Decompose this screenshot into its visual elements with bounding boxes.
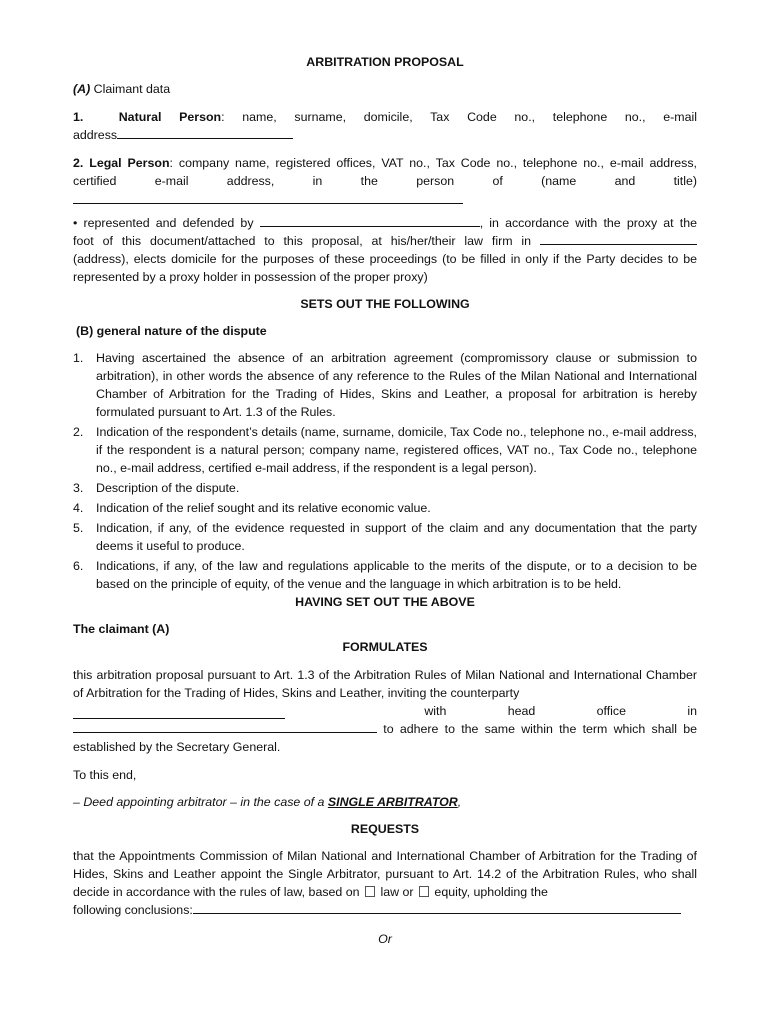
bullet: • [73, 216, 78, 230]
natural-person-address-label: address [73, 128, 118, 142]
claimant-label: The claimant (A) [73, 622, 170, 636]
legal-person-label: Legal Person [89, 156, 170, 170]
requests-block [73, 847, 697, 919]
formulates-heading: FORMULATES [342, 640, 428, 654]
deed-line [73, 793, 697, 811]
natural-person-block [73, 108, 697, 144]
having-set-out-heading: HAVING SET OUT THE ABOVE [295, 595, 475, 609]
requests-part1: that the Appointments Commission of Milan National and International Chamber of Arbitration for the Trading of Hides, Skins and Leather appoint the Single Arbitrator, pursuant to Art. 14.2 of the Arbitration Rules, who shall decide in accordance with the rules of law, based on [73, 849, 697, 899]
formulates-line1: this arbitration proposal pursuant to Art. 1.3 of the Arbitration Rules of Milan National and International Chamber of Arbitration for the Trading of Hides, Skins and Leather, inviting the counterparty [73, 668, 697, 700]
list-item-text: Description of the dispute. [96, 481, 240, 495]
list-item-num: 6. [73, 559, 84, 573]
list-item-num: 2. [73, 425, 84, 439]
with-word: with [424, 704, 447, 718]
list-item-num: 3. [73, 481, 84, 495]
address-blank[interactable] [117, 126, 293, 139]
list-item [73, 557, 697, 593]
represented-part4: (address), elects domicile for the purposes of these proceedings (to be filled in only if the Party decides to be represented by a proxy holder in possession of the proper proxy) [73, 252, 697, 284]
natural-person-line2 [73, 126, 697, 144]
legal-person-text: : company name, registered offices, VAT no., Tax Code no., telephone no., e-mail address, [169, 156, 697, 170]
list-item-text: Indication of the relief sought and its relative economic value. [96, 501, 431, 515]
section-a-heading [73, 80, 697, 98]
list-item [73, 519, 697, 555]
to-this-end: To this end, [73, 768, 137, 782]
lawyer-blank[interactable] [260, 214, 480, 227]
requests-line4 [73, 901, 697, 919]
natural-person-text: : name, surname, domicile, Tax Code no., telephone no., e-mail [221, 110, 697, 124]
represented-part1: represented and defended by [83, 216, 254, 230]
list-item [73, 349, 697, 421]
legal-person-line1 [73, 154, 697, 172]
counterparty-blank[interactable] [73, 706, 285, 719]
represented-line2 [73, 232, 697, 250]
deed-prefix: – Deed appointing arbitrator – in the case of a [73, 795, 328, 809]
single-arbitrator-emphasis: SINGLE ARBITRATOR [327, 795, 458, 809]
law-checkbox[interactable] [365, 886, 375, 897]
legal-person-line2: certified e-mail address, in the person of (name and title) [73, 174, 697, 188]
natural-person-num: 1. [73, 110, 84, 124]
formulates-block [73, 666, 697, 756]
law-label: law or [380, 885, 414, 899]
list-item-text: Indication, if any, of the evidence requested in support of the claim and any documentation that the party deems it useful to produce. [96, 521, 697, 553]
list-item-num: 5. [73, 521, 84, 535]
natural-person-line1 [73, 108, 697, 126]
deed-suffix: , [457, 795, 462, 809]
list-item [73, 423, 697, 477]
section-b-heading: (B) general nature of the dispute [76, 324, 267, 338]
equity-label: equity, upholding the [434, 885, 548, 899]
legal-person-blank[interactable] [73, 190, 463, 204]
head-word: head [507, 704, 536, 718]
section-a-label: (A) [73, 82, 91, 96]
in-word: in [687, 704, 697, 718]
represented-part3: foot of this document/attached to this proposal, at his/her/their law firm in [73, 234, 532, 248]
office-word: office [596, 704, 627, 718]
list-item-num: 1. [73, 351, 84, 365]
represented-block [73, 214, 697, 286]
requests-heading: REQUESTS [350, 822, 420, 836]
dispute-items-list [73, 349, 697, 593]
equity-checkbox[interactable] [419, 886, 429, 897]
conclusions-label: following conclusions: [73, 903, 193, 917]
legal-person-block [73, 154, 697, 204]
legal-person-num: 2. [73, 156, 84, 170]
list-item [73, 479, 697, 497]
law-firm-blank[interactable] [540, 232, 697, 245]
sets-out-heading: SETS OUT THE FOLLOWING [300, 297, 470, 311]
formulates-line3 [73, 702, 697, 720]
list-item-text: Indications, if any, of the law and regulations applicable to the merits of the dispute, or to a decision to be based on the principle of equity, of the venue and the language in which arbitration is to be held. [96, 559, 697, 591]
document-title: ARBITRATION PROPOSAL [306, 55, 464, 69]
represented-line1 [73, 214, 697, 232]
natural-person-label: Natural Person [118, 110, 222, 124]
formulates-line4-text: to adhere to the same within the term which shall be [383, 722, 698, 736]
conclusions-blank[interactable] [193, 901, 681, 914]
head-office-blank[interactable] [73, 720, 377, 733]
list-item-num: 4. [73, 501, 84, 515]
list-item-text: Having ascertained the absence of an arbitration agreement (compromissory clause or submission to arbitration), in other words the absence of any reference to the Rules of the Milan National and International Chamber of Arbitration for the Trading of Hides, Skins and Leather, a proposal for arbitration is hereby formulated pursuant to Art. 1.3 of the Rules. [96, 351, 697, 419]
formulates-line5: established by the Secretary General. [73, 740, 281, 754]
list-item-text: Indication of the respondent’s details (name, surname, domicile, Tax Code no., telephone no., e-mail address, if the respondent is a natural person; company name, registered offices, VAT no., Tax Code no., telephone no., e-mail address, certified e-mail address, if the respondent is a legal person). [96, 425, 697, 475]
formulates-line4 [73, 720, 697, 738]
or-separator: Or [378, 932, 392, 946]
section-a-text: Claimant data [93, 82, 171, 96]
represented-part2: , in accordance with the proxy at the [479, 216, 697, 230]
list-item [73, 499, 697, 517]
requests-paragraph [73, 847, 697, 901]
